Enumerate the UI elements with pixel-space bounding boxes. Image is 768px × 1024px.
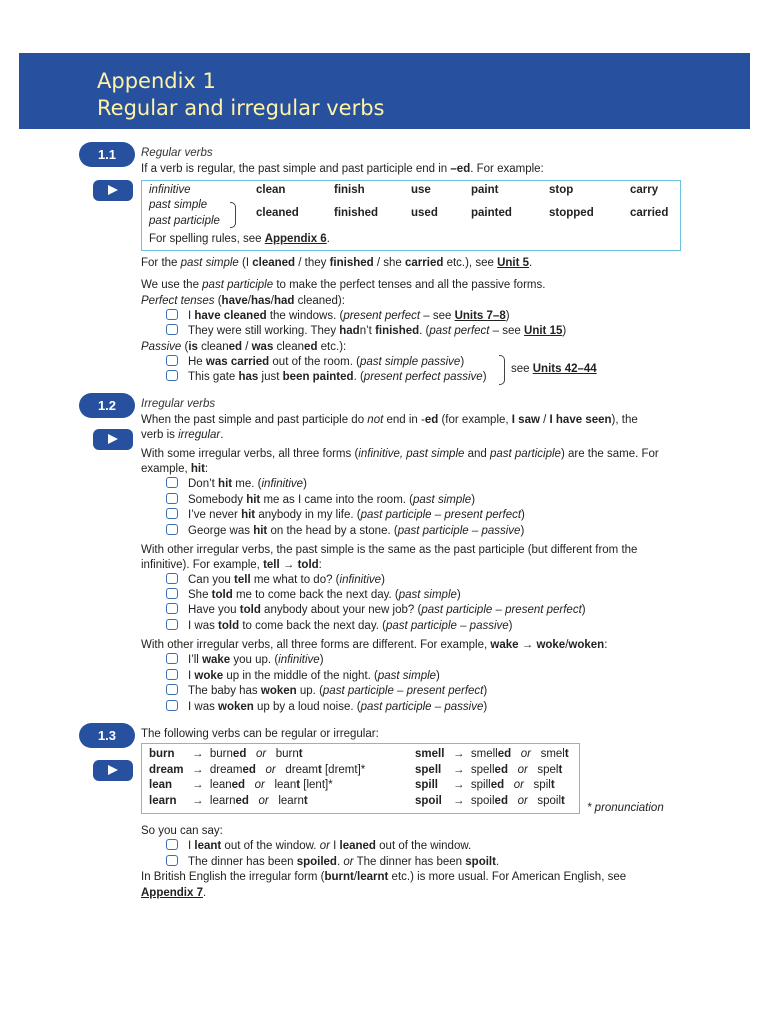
audio-play-button-1-2[interactable]: [93, 429, 133, 450]
checkbox-icon: [166, 700, 178, 711]
inf-stop: stop: [549, 184, 574, 196]
past-finished: finished: [334, 207, 379, 219]
passive-bracket: [499, 355, 505, 385]
forms-spill: → spilled or spilt: [453, 779, 555, 791]
example-baby-woken: The baby has woken up. (past participle – present perfect): [166, 684, 487, 697]
appendix-title: Appendix 1: [97, 69, 216, 93]
audio-play-button-1-1[interactable]: [93, 180, 133, 201]
checkbox-icon: [166, 619, 178, 630]
section-heading-regular: Regular verbs: [141, 147, 213, 159]
past-simple-note: For the past simple (I cleaned / they finished / she carried etc.), see Unit 5.: [141, 257, 533, 269]
section-heading-irregular: Irregular verbs: [141, 398, 216, 410]
forms-dream: → dreamed or dreamt [dremt]*: [192, 764, 366, 776]
audio-play-button-1-3[interactable]: [93, 760, 133, 781]
label-infinitive: infinitive: [149, 184, 191, 196]
forms-learn: → learned or learnt: [192, 795, 308, 807]
checkbox-icon: [166, 839, 178, 850]
same-forms-line2: example, hit:: [141, 463, 209, 475]
example-have-you-told: Have you told anybody about your new job? (past participle – present perfect): [166, 603, 586, 616]
checkbox-icon: [166, 508, 178, 519]
example-george-hit: George was hit on the head by a stone. (past participle – passive): [166, 524, 524, 537]
all-different-line: With other irregular verbs, all three forms are different. For example, wake → woke/woken:: [141, 639, 608, 651]
checkbox-icon: [166, 603, 178, 614]
example-can-you-tell: Can you tell me what to do? (infinitive): [166, 573, 385, 586]
verb-row-spoil: spoil: [415, 795, 442, 807]
checkbox-icon: [166, 669, 178, 680]
checkbox-icon: [166, 684, 178, 695]
example-somebody-hit: Somebody hit me as I came into the room. (past simple): [166, 493, 475, 506]
verb-row-dream: dream: [149, 764, 184, 776]
inf-clean: clean: [256, 184, 286, 196]
units-42-44-link[interactable]: Units 42–44: [532, 363, 597, 375]
example-never-hit: I’ve never hit anybody in my life. (past participle – present perfect): [166, 508, 525, 521]
perfect-tenses-label: Perfect tenses (have/has/had cleaned):: [141, 295, 345, 307]
example-dont-hit: Don’t hit me. (infinitive): [166, 477, 307, 490]
section-badge-1-2: 1.2: [79, 393, 135, 418]
label-past-simple: past simple: [149, 199, 208, 211]
past-painted: painted: [471, 207, 512, 219]
forms-spell: → spelled or spelt: [453, 764, 563, 776]
inf-finish: finish: [334, 184, 365, 196]
so-you-can-say: So you can say:: [141, 825, 223, 837]
forms-spoil: → spoiled or spoilt: [453, 795, 565, 807]
example-spoiled-spoilt: The dinner has been spoiled. or The dinner has been spoilt.: [166, 855, 499, 868]
verb-row-burn: burn: [149, 748, 175, 760]
appendix-6-link[interactable]: Appendix 6: [264, 233, 327, 245]
checkbox-icon: [166, 524, 178, 535]
checkbox-icon: [166, 324, 178, 335]
example-hadnt-finished: They were still working. They hadn’t finished. (past perfect – see Unit 15): [166, 324, 566, 337]
example-i-woke: I woke up in the middle of the night. (past simple): [166, 669, 440, 682]
page-header: [19, 53, 750, 129]
checkbox-icon: [166, 653, 178, 664]
units-7-8-link[interactable]: Units 7–8: [454, 310, 506, 322]
see-units-note: see Units 42–44: [511, 363, 597, 375]
regular-verbs-table: [141, 180, 681, 251]
checkbox-icon: [166, 477, 178, 488]
checkbox-icon: [166, 355, 178, 366]
example-i-was-told: I was told to come back the next day. (past participle – passive): [166, 619, 513, 632]
section-badge-1-1: 1.1: [79, 142, 135, 167]
past-carried: carried: [630, 207, 669, 219]
british-english-note: In British English the irregular form (burnt/learnt etc.) is more usual. For American English, see: [141, 871, 627, 883]
section-badge-1-3: 1.3: [79, 723, 135, 748]
appendix-7-link[interactable]: Appendix 7: [141, 887, 203, 899]
inf-paint: paint: [471, 184, 499, 196]
spelling-note: For spelling rules, see Appendix 6.: [149, 233, 330, 245]
example-ill-wake: I’ll wake you up. (infinitive): [166, 653, 324, 666]
past-used: used: [411, 207, 438, 219]
forms-burn: → burned or burnt: [192, 748, 303, 760]
forms-lean: → leaned or leant [lent]*: [192, 779, 333, 791]
checkbox-icon: [166, 493, 178, 504]
past-participle-note: We use the past participle to make the perfect tenses and all the passive forms.: [141, 279, 546, 291]
checkbox-icon: [166, 370, 178, 381]
appendix-7-line: Appendix 7.: [141, 887, 207, 899]
same-forms-line1: With some irregular verbs, all three forms (infinitive, past simple and past participle) are the same. For: [141, 448, 659, 460]
unit-5-link[interactable]: Unit 5: [497, 257, 530, 269]
past-cleaned: cleaned: [256, 207, 299, 219]
verb-row-lean: lean: [149, 779, 173, 791]
passive-label: Passive (is cleaned / was cleaned etc.):: [141, 341, 347, 353]
verb-row-learn: learn: [149, 795, 177, 807]
regular-intro: If a verb is regular, the past simple and past participle end in –ed. For example:: [141, 163, 544, 175]
checkbox-icon: [166, 309, 178, 320]
checkbox-icon: [166, 573, 178, 584]
example-been-painted: This gate has just been painted. (present perfect passive): [166, 370, 487, 383]
verb-row-spill: spill: [415, 779, 439, 791]
checkbox-icon: [166, 588, 178, 599]
past-stopped: stopped: [549, 207, 594, 219]
same-past-line2: infinitive). For example, tell → told:: [141, 559, 322, 571]
appendix-subtitle: Regular and irregular verbs: [97, 96, 385, 120]
irregular-intro-line1: When the past simple and past participle do not end in -ed (for example, I saw / I have seen), the: [141, 414, 638, 426]
example-was-woken: I was woken up by a loud noise. (past participle – passive): [166, 700, 487, 713]
label-past-participle: past participle: [149, 215, 220, 227]
checkbox-icon: [166, 855, 178, 866]
forms-smell: → smelled or smelt: [453, 748, 569, 760]
pronunciation-note: * pronunciation: [587, 802, 664, 814]
example-have-cleaned: I have cleaned the windows. (present perfect – see Units 7–8): [166, 309, 510, 322]
irregular-intro-line2: verb is irregular.: [141, 429, 224, 441]
inf-carry: carry: [630, 184, 659, 196]
same-past-line1: With other irregular verbs, the past simple is the same as the past participle (but different from the: [141, 544, 638, 556]
inf-use: use: [411, 184, 431, 196]
example-was-carried: He was carried out of the room. (past simple passive): [166, 355, 464, 368]
verb-row-smell: smell: [415, 748, 445, 760]
regular-or-irregular-table: [141, 743, 580, 814]
example-leant-leaned: I leant out of the window. or I leaned out of the window.: [166, 839, 471, 852]
example-she-told: She told me to come back the next day. (past simple): [166, 588, 461, 601]
regular-or-irregular-intro: The following verbs can be regular or irregular:: [141, 728, 379, 740]
unit-15-link[interactable]: Unit 15: [524, 325, 563, 337]
table-bracket: [230, 202, 236, 228]
verb-row-spell: spell: [415, 764, 442, 776]
